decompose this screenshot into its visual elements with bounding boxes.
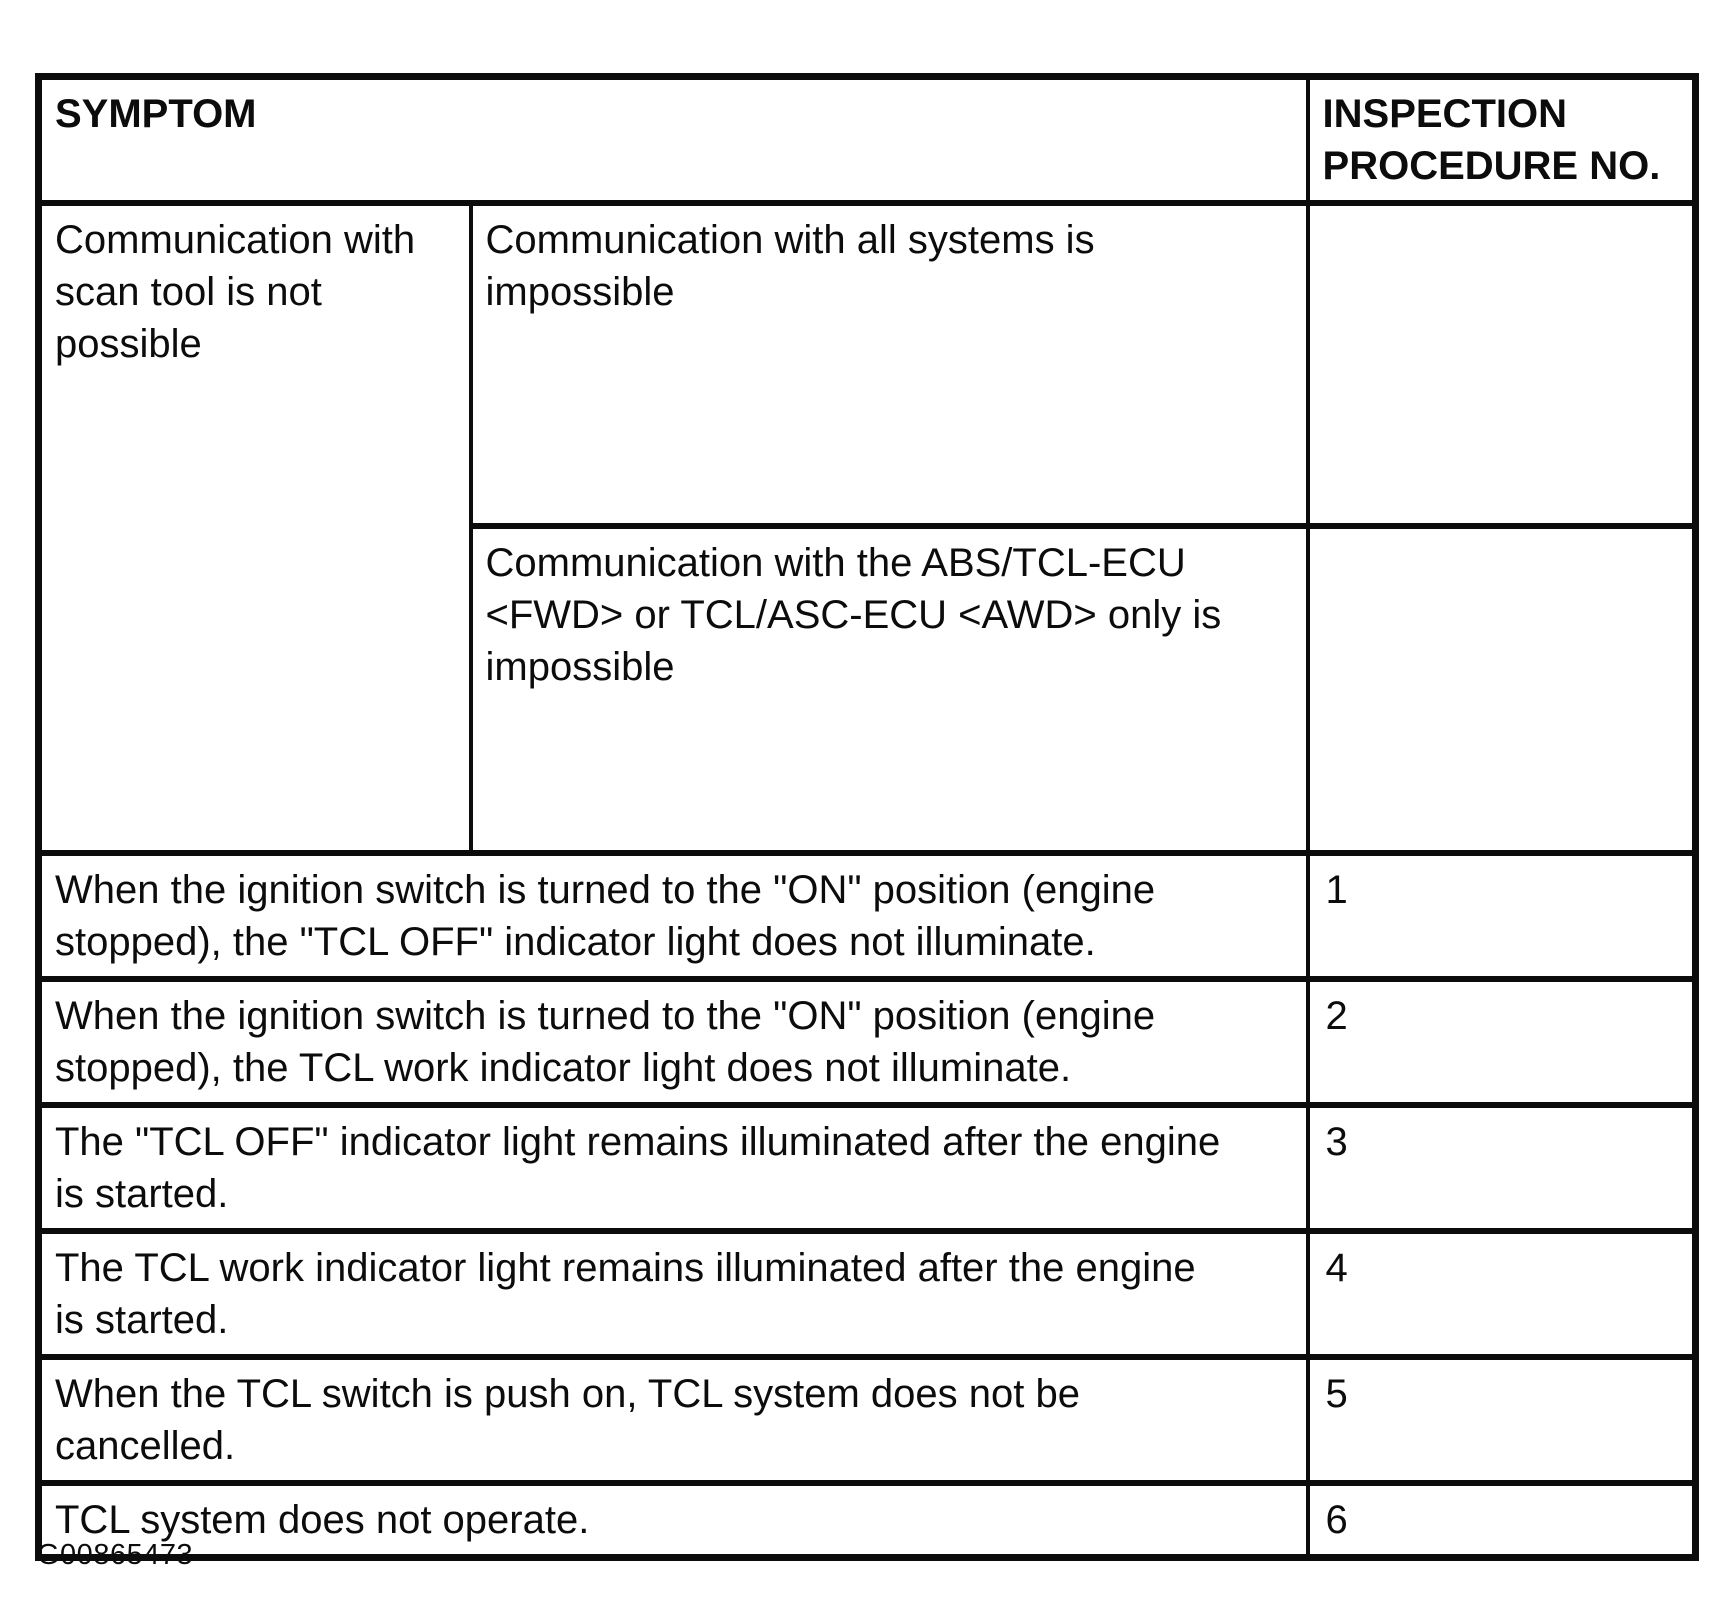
cell-symptom-1: When the ignition switch is turned to the "ON" position (engine stopped), the "TCL OFF" indicator light does not illuminate. [39,853,1308,979]
header-inspection-procedure-no: INSPECTION PROCEDURE NO. [1308,77,1696,204]
cell-symptom-3: The "TCL OFF" indicator light remains illuminated after the engine is started. [39,1105,1308,1231]
table-row-symptom-3 [39,1105,1696,1231]
cell-symptom-2: When the ignition switch is turned to the "ON" position (engine stopped), the TCL work indicator light does not illuminate. [39,979,1308,1105]
cell-procedure-no-5: 5 [1308,1357,1696,1483]
cell-procedure-no-2: 2 [1308,979,1696,1105]
cell-abs-tcl-ecu-impossible: Communication with the ABS/TCL-ECU <FWD> or TCL/ASC-ECU <AWD> only is impossible [471,526,1308,853]
table-row-symptom-2 [39,979,1696,1105]
header-symptom: SYMPTOM [39,77,1308,204]
cell-symptom-5: When the TCL switch is push on, TCL system does not be cancelled. [39,1357,1308,1483]
table-row-symptom-1 [39,853,1696,979]
symptom-table [35,73,1699,1561]
table-header-row [39,77,1696,204]
cell-symptom-6: TCL system does not operate. [39,1483,1308,1558]
cell-procedure-no-empty-1 [1308,203,1696,526]
cell-procedure-no-1: 1 [1308,853,1696,979]
table-row-symptom-5 [39,1357,1696,1483]
cell-procedure-no-3: 3 [1308,1105,1696,1231]
cell-procedure-no-6: 6 [1308,1483,1696,1558]
cell-symptom-4: The TCL work indicator light remains illuminated after the engine is started. [39,1231,1308,1357]
table-row-symptom-4 [39,1231,1696,1357]
cell-procedure-no-empty-2 [1308,526,1696,853]
table-row-symptom-6 [39,1483,1696,1558]
cell-procedure-no-4: 4 [1308,1231,1696,1357]
figure-code: G00865473 [37,1539,194,1571]
cell-scan-tool-symptom: Communication with scan tool is not possible [39,203,471,853]
table-row-scan-tool-sub1 [39,203,1696,526]
cell-all-systems-impossible: Communication with all systems is impossible [471,203,1308,526]
